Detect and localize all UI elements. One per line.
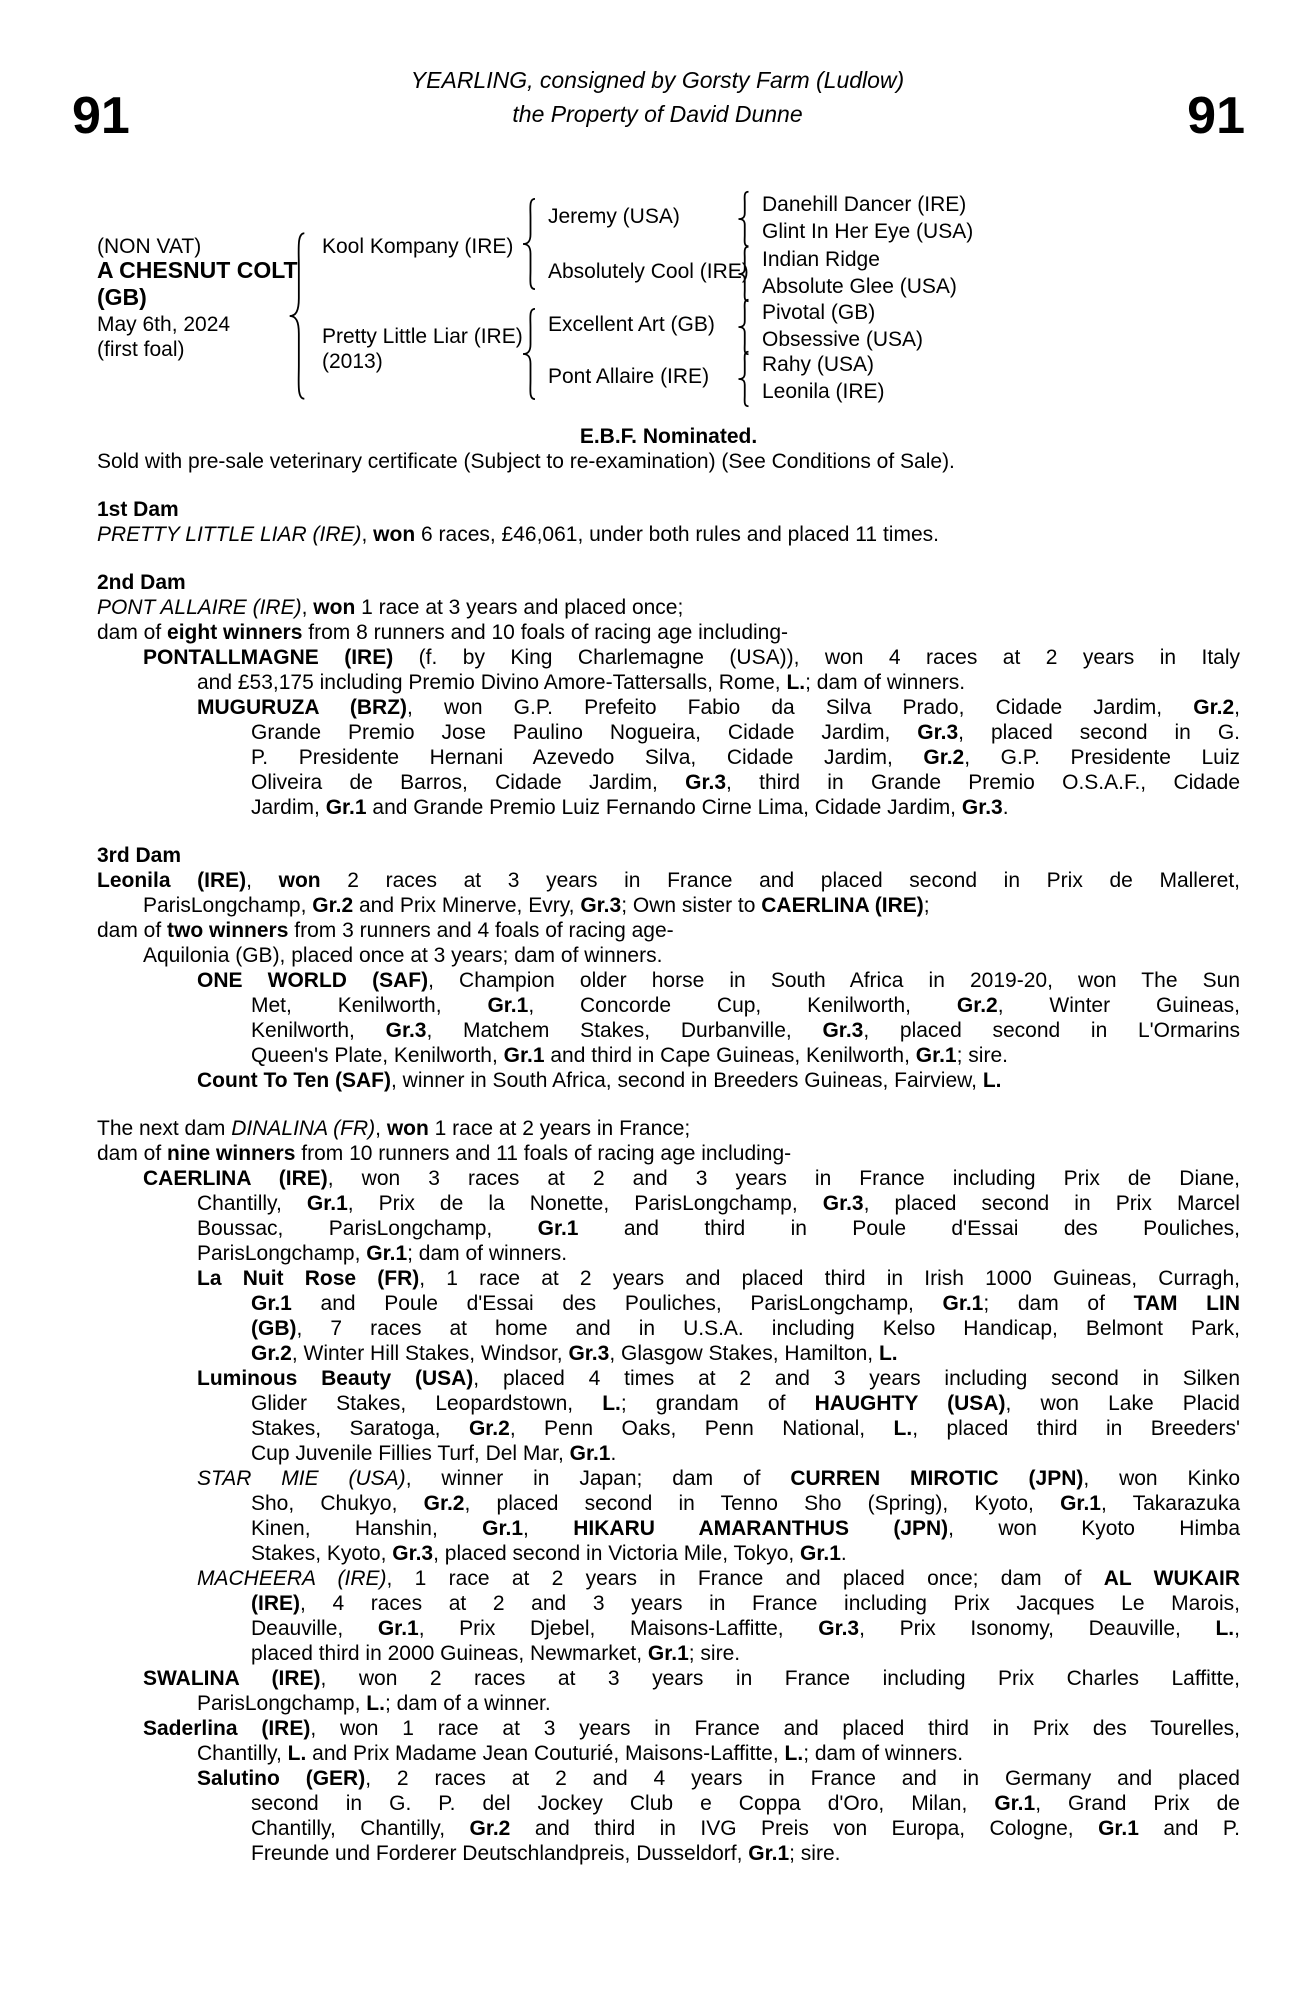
text-run: Gr.2 — [469, 1817, 511, 1840]
text-run: , won 3 races at 2 and 3 years in France including Prix de Diane, — [327, 1167, 1240, 1190]
text-run: . — [840, 1542, 847, 1565]
text-run: Gr.1 — [647, 1642, 689, 1665]
text-run: , Champion older horse in South Africa in 2019-20, won The Sun — [428, 969, 1240, 992]
text-run: ; sire. — [789, 1842, 841, 1865]
text-run: and third in IVG Preis von Europa, Cologne, — [510, 1817, 1099, 1840]
text-run: , placed second in G. — [958, 721, 1240, 744]
text-run: Gr.1 — [1060, 1492, 1101, 1515]
lot-number-right: 91 — [1187, 87, 1245, 145]
text-run: TAM LIN — [1133, 1292, 1240, 1315]
text-run: Queen's Plate, Kenilworth, — [251, 1044, 504, 1067]
sire-name: Kool Kompany (IRE) — [322, 235, 514, 258]
text-run: L. — [893, 1417, 913, 1440]
catalogue-line — [97, 1291, 1240, 1316]
text-run: Gr.3 — [392, 1542, 434, 1565]
text-run: 6 races, £46,061, under both rules and placed 11 times. — [415, 523, 939, 546]
text-run: ParisLongchamp, — [197, 1692, 367, 1715]
catalogue-line — [97, 1416, 1240, 1441]
catalogue-line — [97, 745, 1240, 770]
pedigree-brace — [286, 228, 308, 404]
catalogue-line — [97, 1316, 1240, 1341]
catalogue-line — [97, 868, 1240, 893]
text-run: 1 race at 3 years and placed once; — [355, 596, 684, 619]
section-heading: 1st Dam — [97, 498, 179, 521]
text-run: CAERLINA (IRE) — [761, 894, 924, 917]
catalogue-line — [97, 795, 1240, 820]
text-run: , Glasgow Stakes, Hamilton, — [609, 1342, 879, 1365]
text-run: Aquilonia (GB), placed once at 3 years; dam of winners. — [143, 944, 663, 967]
text-run: Gr.3 — [961, 796, 1003, 819]
text-run: ; — [923, 894, 930, 917]
text-run: (GB) — [251, 1317, 297, 1340]
sire-dam-dam: Absolute Glee (USA) — [762, 275, 957, 298]
text-run: Gr.3 — [580, 894, 622, 917]
text-run: HAUGHTY (USA) — [814, 1392, 1006, 1415]
text-run: from 3 runners and 4 foals of racing age- — [288, 919, 674, 942]
text-run: Gr.2 — [251, 1342, 292, 1365]
text-run: , Concorde Cup, Kenilworth, — [528, 994, 957, 1017]
catalogue-line — [97, 449, 1240, 474]
catalogue-line — [97, 1341, 1240, 1366]
text-run: and Poule d'Essai des Pouliches, ParisLongchamp, — [291, 1292, 943, 1315]
text-run: , — [375, 1117, 387, 1140]
catalogue-line — [97, 1541, 1240, 1566]
pedigree-brace — [736, 190, 751, 248]
text-run: and Prix Minerve, Evry, — [353, 894, 581, 917]
catalogue-line — [97, 1791, 1240, 1816]
catalogue-line — [97, 1141, 1240, 1166]
catalogue-line — [97, 1716, 1240, 1741]
text-run: from 8 runners and 10 foals of racing age including- — [302, 621, 789, 644]
text-run: dam of — [97, 1142, 168, 1165]
text-run: Stakes, Saratoga, — [251, 1417, 469, 1440]
text-run: Gr.1 — [537, 1217, 579, 1240]
text-run: L. — [366, 1692, 385, 1715]
text-run: PONT ALLAIRE (IRE) — [97, 596, 302, 619]
text-run: , placed 4 times at 2 and 3 years including second in Silken — [473, 1367, 1240, 1390]
text-run: MUGURUZA (BRZ) — [197, 696, 408, 719]
catalogue-line — [97, 645, 1240, 670]
pedigree-brace — [520, 196, 538, 292]
section-heading: 2nd Dam — [97, 571, 186, 594]
text-run: and third in Cape Guineas, Kenilworth, — [544, 1044, 916, 1067]
text-run: Gr.1 — [800, 1542, 841, 1565]
text-run: , winner in South Africa, second in Breeders Guineas, Fairview, — [391, 1069, 983, 1092]
dam-dam-dam: Leonila (IRE) — [762, 380, 885, 403]
catalogue-line — [97, 1591, 1240, 1616]
catalogue-line — [97, 993, 1240, 1018]
text-run: Gr.1 — [994, 1792, 1036, 1815]
text-run: Gr.3 — [822, 1192, 864, 1215]
text-run: nine winners — [167, 1142, 296, 1165]
text-run: ; dam of winners. — [407, 1242, 568, 1265]
text-run: dam of — [97, 919, 168, 942]
text-run: placed third in 2000 Guineas, Newmarket, — [251, 1642, 648, 1665]
catalogue-line — [97, 1116, 1240, 1141]
text-run: Gr.2 — [468, 1417, 510, 1440]
text-run: SWALINA (IRE) — [143, 1667, 321, 1690]
catalogue-line — [97, 1441, 1240, 1466]
text-run: , won Kinko — [1083, 1467, 1241, 1490]
text-run: and £53,175 including Premio Divino Amore-Tattersalls, Rome, — [197, 671, 787, 694]
text-run: La Nuit Rose (FR) — [197, 1267, 420, 1290]
catalogue-line — [97, 893, 1240, 918]
catalogue-line — [97, 1691, 1240, 1716]
text-run: PONTALLMAGNE (IRE) — [143, 646, 394, 669]
text-run: CURREN MIROTIC (JPN) — [790, 1467, 1084, 1490]
catalogue-line — [97, 1641, 1240, 1666]
property-line: the Property of David Dunne — [512, 101, 803, 127]
text-run: and Grande Premio Luiz Fernando Cirne Lima, Cidade Jardim, — [366, 796, 962, 819]
text-run: ParisLongchamp, — [197, 1242, 367, 1265]
text-run: , placed third in Breeders' — [912, 1417, 1240, 1440]
catalogue-line — [97, 1466, 1240, 1491]
text-run: , placed second in Tenno Sho (Spring), Kyoto, — [464, 1492, 1061, 1515]
text-run: L. — [878, 1342, 898, 1365]
text-run: Count To Ten (SAF) — [197, 1069, 392, 1092]
text-run: Luminous Beauty (USA) — [197, 1367, 474, 1390]
text-run: Saderlina (IRE) — [143, 1717, 311, 1740]
text-run: 1 race at 2 years in France; — [428, 1117, 691, 1140]
pedigree-brace — [520, 306, 538, 402]
text-run: Stakes, Kyoto, — [251, 1542, 393, 1565]
text-run: won — [278, 869, 321, 892]
text-run: Gr.2 — [312, 894, 354, 917]
text-run: The next dam — [97, 1117, 232, 1140]
catalogue-line — [97, 1391, 1240, 1416]
text-run: Gr.3 — [818, 1617, 860, 1640]
text-run: Gr.1 — [306, 1192, 348, 1215]
text-run: STAR MIE (USA) — [197, 1467, 406, 1490]
text-run: Gr.3 — [385, 1019, 427, 1042]
text-run: MACHEERA (IRE) — [197, 1567, 387, 1590]
pedigree-brace — [736, 245, 751, 303]
text-run: , third in Grande Premio O.S.A.F., Cidade — [726, 771, 1240, 794]
text-run: Gr.1 — [748, 1842, 790, 1865]
catalogue-line — [97, 1191, 1240, 1216]
catalogue-line — [97, 695, 1240, 720]
text-run: Gr.1 — [1098, 1817, 1139, 1840]
text-run: , Grand Prix de — [1035, 1792, 1240, 1815]
text-run: , G.P. Presidente Luiz — [964, 746, 1240, 769]
catalogue-line — [97, 1068, 1240, 1093]
catalogue-line — [97, 1566, 1240, 1591]
text-run: , placed second in L'Ormarins — [863, 1019, 1241, 1042]
dam-sire-name: Excellent Art (GB) — [548, 313, 715, 336]
text-run: , — [523, 1517, 574, 1540]
catalogue-line — [97, 1043, 1240, 1068]
text-run: won — [313, 596, 356, 619]
catalogue-line — [97, 918, 1240, 943]
catalogue-line — [97, 1241, 1240, 1266]
text-run: won — [386, 1117, 429, 1140]
text-run: Kinen, Hanshin, — [251, 1517, 483, 1540]
text-run: , won 2 races at 3 years in France including Prix Charles Laffitte, — [320, 1667, 1240, 1690]
text-run: ; Own sister to — [621, 894, 762, 917]
section-gap — [97, 547, 1240, 570]
text-run: 2 races at 3 years in France and placed second in Prix de Malleret, — [320, 869, 1240, 892]
body-content — [97, 424, 1240, 1866]
text-run: , Winter Hill Stakes, Windsor, — [291, 1342, 569, 1365]
catalogue-line — [97, 595, 1240, 620]
text-run: L. — [982, 1069, 1002, 1092]
text-run: , Prix de la Nonette, ParisLongchamp, — [347, 1192, 823, 1215]
catalogue-line — [97, 1841, 1240, 1866]
text-run: , Prix Isonomy, Deauville, — [859, 1617, 1216, 1640]
text-run: , placed second in Victoria Mile, Tokyo, — [433, 1542, 801, 1565]
catalogue-line — [97, 1166, 1240, 1191]
text-run: and third in Poule d'Essai des Pouliches, — [578, 1217, 1240, 1240]
text-run: Gr.1 — [377, 1617, 419, 1640]
dam-dam-sire: Rahy (USA) — [762, 353, 875, 376]
text-run: , Winter Guineas, — [997, 994, 1240, 1017]
text-run: , 1 race at 2 years and placed third in Irish 1000 Guineas, Curragh, — [419, 1267, 1240, 1290]
foaling-date: May 6th, 2024 — [97, 313, 231, 336]
foal-note: (first foal) — [97, 338, 185, 361]
text-run: Gr.2 — [923, 746, 965, 769]
text-run: Glider Stakes, Leopardstown, — [251, 1392, 603, 1415]
text-run: DINALINA (FR) — [231, 1117, 376, 1140]
text-run: Grande Premio Jose Paulino Nogueira, Cidade Jardim, — [251, 721, 918, 744]
text-run: , placed second in Prix Marcel — [863, 1192, 1240, 1215]
catalogue-line — [97, 1516, 1240, 1541]
sire-sire-name: Jeremy (USA) — [548, 205, 680, 228]
text-run: Deauville, — [251, 1617, 378, 1640]
sire-dam-name: Absolutely Cool (IRE) — [548, 260, 749, 283]
sire-dam-sire: Indian Ridge — [762, 248, 880, 271]
text-run: , — [301, 596, 314, 619]
text-run: HIKARU AMARANTHUS (JPN) — [573, 1517, 949, 1540]
text-run: second in G. P. del Jockey Club e Coppa d'Oro, Milan, — [251, 1792, 995, 1815]
text-run: , 2 races at 2 and 4 years in France and in Germany and placed — [365, 1767, 1240, 1790]
text-run: Gr.1 — [915, 1044, 957, 1067]
text-run: ; dam of a winner. — [384, 1692, 551, 1715]
text-run: Chantilly, — [197, 1742, 288, 1765]
pedigree-brace — [736, 350, 751, 408]
catalogue-line — [97, 1741, 1240, 1766]
text-run: eight winners — [167, 621, 303, 644]
text-run: P. Presidente Hernani Azevedo Silva, Cidade Jardim, — [251, 746, 924, 769]
text-run: Chantilly, — [197, 1192, 307, 1215]
text-run: Boussac, ParisLongchamp, — [197, 1217, 538, 1240]
dam-dam-name: Pont Allaire (IRE) — [548, 365, 710, 388]
text-run: Met, Kenilworth, — [251, 994, 488, 1017]
text-run: (f. by King Charlemagne (USA)), won 4 races at 2 years in Italy — [393, 646, 1240, 669]
text-run: ; dam of winners. — [805, 671, 966, 694]
text-run: ; dam of — [983, 1292, 1134, 1315]
text-run: PRETTY LITTLE LIAR (IRE) — [97, 523, 362, 546]
text-run: Gr.2 — [956, 994, 998, 1017]
text-run: Sold with pre-sale veterinary certificate (Subject to re-examination) (See Conditions of Sale). — [97, 450, 955, 473]
catalogue-line — [97, 1216, 1240, 1241]
text-run: , — [361, 523, 374, 546]
text-run: CAERLINA (IRE) — [143, 1167, 328, 1190]
text-run: Gr.3 — [822, 1019, 864, 1042]
colt-name: A CHESNUT COLT — [97, 257, 298, 283]
text-run: Chantilly, Chantilly, — [251, 1817, 470, 1840]
text-run: ; dam of winners. — [803, 1742, 964, 1765]
text-run: L. — [786, 671, 806, 694]
text-run: , winner in Japan; dam of — [405, 1467, 791, 1490]
sire-sire-dam: Glint In Her Eye (USA) — [762, 220, 974, 243]
text-run: from 10 runners and 11 foals of racing age including- — [295, 1142, 792, 1165]
text-run: Gr.1 — [487, 994, 529, 1017]
text-run: . — [1002, 796, 1009, 819]
dam-sire-dam: Obsessive (USA) — [762, 328, 924, 351]
catalogue-line — [97, 1766, 1240, 1791]
text-run: L. — [602, 1392, 621, 1415]
text-run: , won 1 race at 3 years in France and placed third in Prix des Tourelles, — [310, 1717, 1240, 1740]
pedigree-brace — [736, 298, 751, 356]
consignor-line: YEARLING, consigned by Gorsty Farm (Ludlow) — [410, 67, 905, 93]
catalogue-line — [97, 424, 1240, 449]
catalogue-line — [97, 1816, 1240, 1841]
catalogue-line — [97, 620, 1240, 645]
text-run: ONE WORLD (SAF) — [197, 969, 429, 992]
catalogue-line — [97, 522, 1240, 547]
text-run: L. — [287, 1742, 307, 1765]
catalogue-line — [97, 1266, 1240, 1291]
text-run: , Penn Oaks, Penn National, — [509, 1417, 894, 1440]
catalogue-line — [97, 1666, 1240, 1691]
text-run: ; sire. — [956, 1044, 1008, 1067]
text-run: , Takarazuka — [1100, 1492, 1241, 1515]
dam-year: (2013) — [322, 350, 383, 373]
text-run: Cup Juvenile Fillies Turf, Del Mar, — [251, 1442, 570, 1465]
text-run: Gr.1 — [503, 1044, 545, 1067]
catalogue-line — [97, 770, 1240, 795]
text-run: ; sire. — [688, 1642, 741, 1665]
text-run: , won Lake Placid — [1005, 1392, 1240, 1415]
text-run: ParisLongchamp, — [143, 894, 313, 917]
text-run: , won Kyoto Himba — [948, 1517, 1240, 1540]
text-run: Gr.2 — [1193, 696, 1235, 719]
text-run: , Matchem Stakes, Durbanville, — [426, 1019, 823, 1042]
section-gap — [97, 1093, 1240, 1116]
text-run: Kenilworth, — [251, 1019, 386, 1042]
section-gap — [97, 474, 1240, 497]
text-run: L. — [784, 1742, 804, 1765]
text-run: Gr.1 — [251, 1292, 292, 1315]
section-gap — [97, 820, 1240, 843]
catalogue-line — [97, 1491, 1240, 1516]
text-run: Salutino (GER) — [197, 1767, 366, 1790]
text-run: Gr.3 — [685, 771, 727, 794]
text-run: Jardim, — [251, 796, 326, 819]
dam-sire-sire: Pivotal (GB) — [762, 301, 876, 324]
text-run: , won G.P. Prefeito Fabio da Silva Prado, Cidade Jardim, — [407, 696, 1194, 719]
text-run: Gr.1 — [569, 1442, 611, 1465]
colt-suffix: (GB) — [97, 284, 147, 310]
text-run: E.B.F. Nominated. — [579, 425, 758, 448]
vat-status: (NON VAT) — [97, 235, 202, 258]
text-run: Freunde und Forderer Deutschlandpreis, Dusseldorf, — [251, 1842, 749, 1865]
text-run: and P. — [1138, 1817, 1240, 1840]
text-run: Gr.2 — [423, 1492, 465, 1515]
text-run: (IRE) — [251, 1592, 300, 1615]
text-run: , 4 races at 2 and 3 years in France including Prix Jacques Le Marois, — [300, 1592, 1240, 1615]
text-run: Oliveira de Barros, Cidade Jardim, — [251, 771, 686, 794]
catalogue-line — [97, 670, 1240, 695]
text-run: AL WUKAIR — [1103, 1567, 1240, 1590]
text-run: Gr.1 — [366, 1242, 408, 1265]
text-run: Leonila (IRE) — [97, 869, 247, 892]
catalogue-line — [97, 1616, 1240, 1641]
text-run: , 1 race at 2 years in France and placed once; dam of — [386, 1567, 1104, 1590]
text-run: dam of — [97, 621, 168, 644]
sire-sire-sire: Danehill Dancer (IRE) — [762, 193, 967, 216]
catalogue-line — [97, 943, 1240, 968]
text-run: two winners — [167, 919, 289, 942]
dam-name: Pretty Little Liar (IRE) — [322, 325, 523, 348]
text-run: , 7 races at home and in U.S.A. including Kelso Handicap, Belmont Park, — [296, 1317, 1240, 1340]
catalogue-line — [97, 720, 1240, 745]
text-run: ; grandam of — [620, 1392, 815, 1415]
text-run: L. — [1215, 1617, 1235, 1640]
text-run: Gr.3 — [917, 721, 959, 744]
text-run: Gr.1 — [942, 1292, 984, 1315]
catalogue-line — [97, 1366, 1240, 1391]
catalogue-line — [97, 968, 1240, 993]
text-run: , — [1234, 696, 1240, 719]
text-run: Sho, Chukyo, — [251, 1492, 424, 1515]
text-run: , — [246, 869, 279, 892]
text-run: Gr.1 — [325, 796, 367, 819]
text-run: . — [610, 1442, 617, 1465]
section-heading: 3rd Dam — [97, 844, 182, 867]
lot-number-left: 91 — [72, 87, 130, 145]
text-run: Gr.1 — [482, 1517, 524, 1540]
text-run: won — [373, 523, 416, 546]
pedigree-diagram — [0, 0, 1315, 424]
text-run: , Prix Djebel, Maisons-Laffitte, — [418, 1617, 819, 1640]
text-run: Gr.3 — [568, 1342, 610, 1365]
text-run: and Prix Madame Jean Couturié, Maisons-Laffitte, — [306, 1742, 785, 1765]
catalogue-line — [97, 1018, 1240, 1043]
text-run: , — [1234, 1617, 1240, 1640]
